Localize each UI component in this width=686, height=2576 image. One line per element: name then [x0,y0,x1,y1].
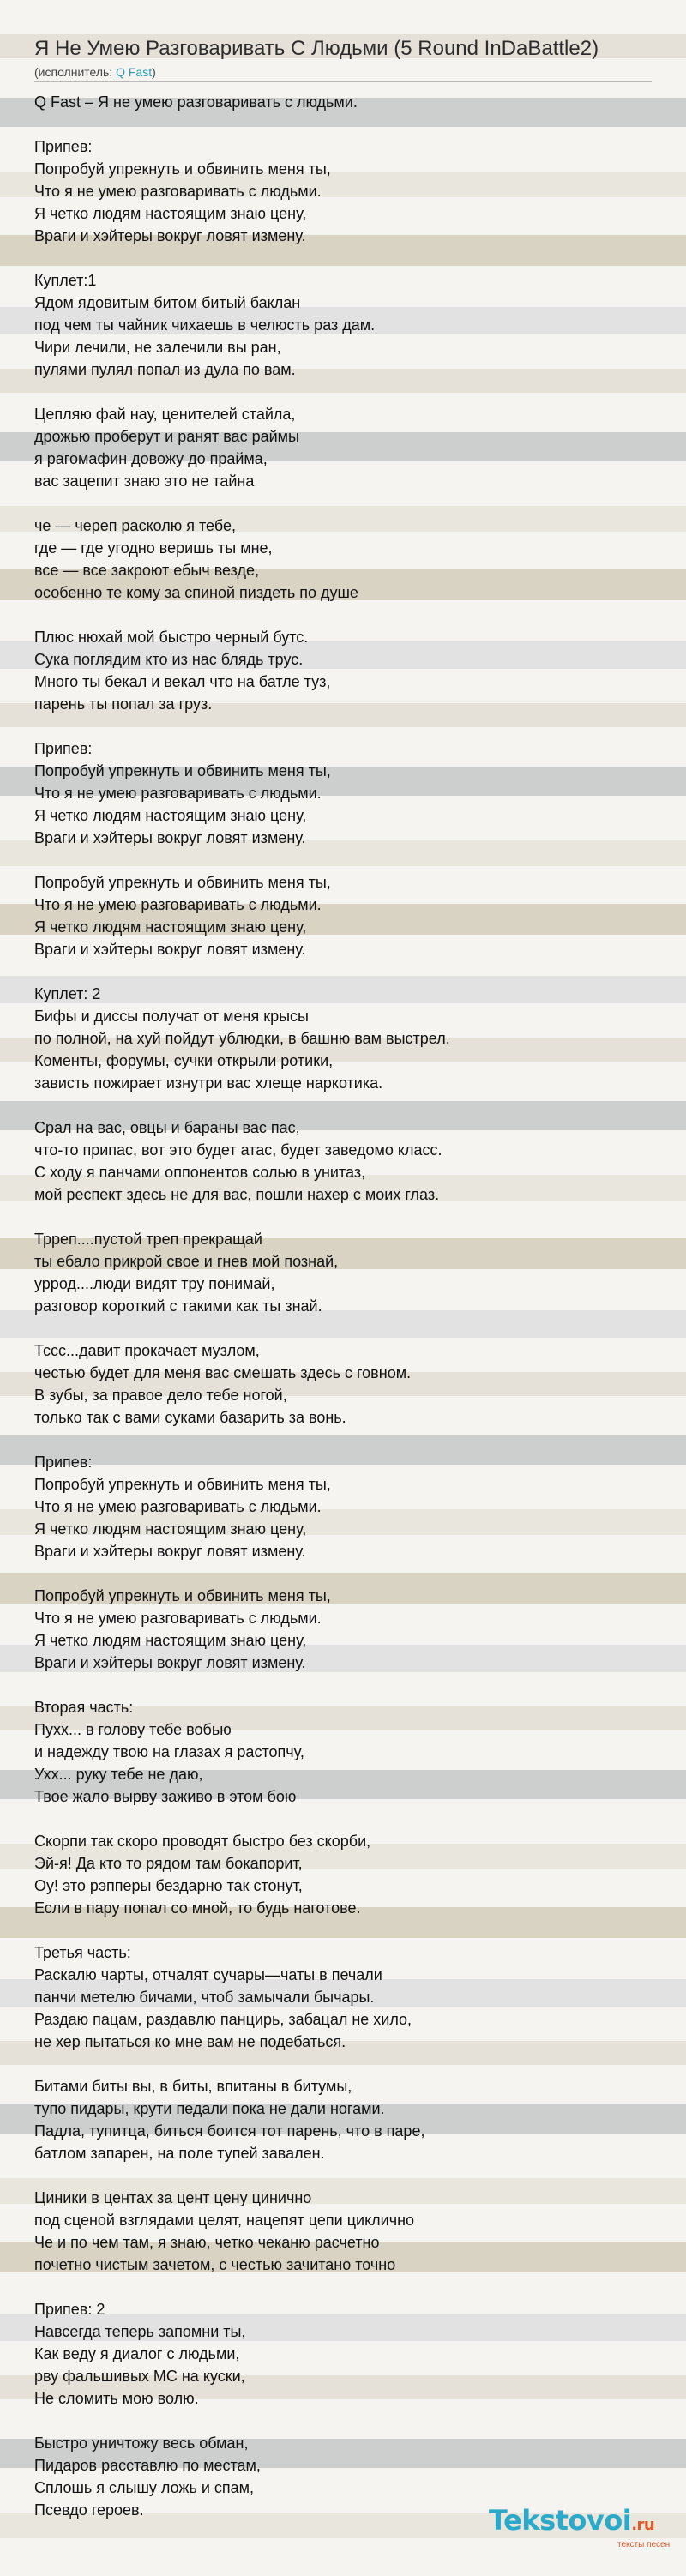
blank-line [34,113,669,135]
lyric-line: пулями пулял попал из дула по вам. [34,361,296,378]
performer-prefix: (исполнитель: [34,65,113,79]
lyric-line: что-то припас, вот это будет атас, будет заведомо класс. [34,1141,442,1159]
lyric-line: особенно те кому за спиной пиздеть по душе [34,584,358,601]
lyric-line: не хер пытаться ко мне вам не подебаться. [34,2033,346,2050]
lyric-line: Припев: [34,740,93,757]
lyric-line: Куплет:1 [34,272,97,289]
lyric-line: батлом запарен, на поле тупей завален. [34,2145,325,2162]
lyric-line: Q Fast – Я не умею разговаривать с людьми. [34,93,358,111]
lyric-line: Я четко людям настоящим знаю цену, [34,205,307,222]
blank-line [34,1562,669,1585]
lyric-line: Чири лечили, не залечили вы ран, [34,339,281,356]
blank-line [34,849,669,871]
lyric-line: Враги и хэйтеры вокруг ловят измену. [34,227,306,244]
lyric-line: я рагомафин довожу до прайма, [34,450,268,467]
blank-line [34,1317,669,1339]
blank-line [34,492,669,515]
lyric-line: Я четко людям настоящим знаю цену, [34,807,307,824]
lyric-line: Плюс нюхай мой быстро черный бутс. [34,629,309,646]
lyric-line: Что я не умею разговаривать с людьми. [34,785,322,802]
blank-line [34,1206,669,1228]
blank-line [34,1674,669,1696]
performer-suffix: ) [152,65,156,79]
blank-line [34,715,669,737]
performer-link[interactable]: Q Fast [116,65,153,79]
lyric-line: панчи метелю бичами, чтоб замычали бычары. [34,1989,375,2006]
lyric-line: Вторая часть: [34,1699,134,1716]
lyric-line: Попробуй упрекнуть и обвинить меня ты, [34,1476,331,1493]
lyric-line: дрожью проберут и ранят вас раймы [34,428,299,445]
lyric-line: честью будет для меня вас смешать здесь с говном. [34,1364,412,1381]
lyric-line: че — череп расколю я тебе, [34,517,236,534]
lyric-line: Не сломить мою волю. [34,2390,199,2407]
lyric-line: Припев: [34,138,93,155]
lyric-line: Попробуй упрекнуть и обвинить меня ты, [34,1587,331,1604]
blank-line [34,2276,669,2298]
lyric-line: Твое жало вырву заживо в этом бою [34,1788,297,1805]
performer-line [34,65,156,79]
logo-tagline: тексты песен [617,2540,671,2549]
lyric-line: Враги и хэйтеры вокруг ловят измену. [34,941,306,958]
blank-line [34,2164,669,2187]
blank-line [34,960,669,983]
blank-line [34,2410,669,2432]
lyric-line: Попробуй упрекнуть и обвинить меня ты, [34,874,331,891]
lyric-line: Попробуй упрекнуть и обвинить меня ты, [34,762,331,779]
lyric-line: все — все закроют ебыч везде, [34,562,260,579]
lyric-line: Что я не умею разговаривать с людьми. [34,183,322,200]
lyric-line: Третья часть: [34,1944,131,1961]
blank-line [34,604,669,626]
lyric-line: Ухх... руку тебе не даю, [34,1766,203,1783]
lyric-line: Что я не умею разговаривать с людьми. [34,896,322,913]
lyric-line: С ходу я панчами оппонентов солью в унитаз, [34,1164,366,1181]
lyric-line: Пидаров расставлю по местам, [34,2457,261,2474]
lyric-line: Циники в центах за цент цену цинично [34,2189,312,2206]
blank-line [34,1808,669,1830]
lyric-line: рву фальшивых МС на куски, [34,2368,245,2385]
lyric-line: Раздаю пацам, раздавлю панцирь, забацал не хило, [34,2011,412,2028]
site-logo[interactable] [489,2504,654,2537]
lyric-line: Быстро уничтожу весь обман, [34,2435,249,2452]
lyric-line: Попробуй упрекнуть и обвинить меня ты, [34,160,331,178]
lyric-line: Тссс...давит прокачает музлом, [34,1342,260,1359]
lyric-line: вас зацепит знаю это не тайна [34,472,255,490]
lyric-line: Че и по чем там, я знаю, четко чеканю расчетно [34,2234,380,2251]
lyric-line: Раскалю чарты, отчалят сучары—чаты в печали [34,1966,382,1983]
lyric-line: почетно чистым зачетом, с честью зачитано точно [34,2256,396,2273]
lyric-line: Куплет: 2 [34,985,101,1002]
lyric-line: и надежду твою на глазах я растопчу, [34,1743,304,1760]
lyric-line: по полной, на хуй пойдут ублюдки, в башню вам выстрел. [34,1030,450,1047]
lyric-line: Враги и хэйтеры вокруг ловят измену. [34,829,306,846]
lyric-line: где — где угодно веришь ты мне, [34,539,273,557]
lyric-line: Оу! это рэпперы бездарно так стонут, [34,1877,303,1894]
blank-line [34,1094,669,1116]
blank-line [34,1919,669,1941]
lyric-line: Враги и хэйтеры вокруг ловят измену. [34,1543,306,1560]
lyric-line: Падла, тупитца, биться боится тот парень, что в паре, [34,2122,425,2140]
lyric-line: под сценой взглядами целят, нацепят цепи циклично [34,2212,415,2229]
lyric-line: Что я не умею разговаривать с людьми. [34,1498,322,1515]
lyric-line: Враги и хэйтеры вокруг ловят измену. [34,1654,306,1671]
lyric-line: парень ты попал за груз. [34,695,213,713]
lyric-line: зависть пожирает изнутри вас хлеще наркотика. [34,1074,383,1092]
lyric-line: Пухх... в голову тебе вобью [34,1721,232,1738]
lyric-line: Если в пару попал со мной, то будь наготове. [34,1899,361,1917]
lyric-line: Навсегда теперь запомни ты, [34,2323,246,2340]
lyric-line: Сука поглядим кто из нас блядь трус. [34,651,304,668]
lyric-line: уррод....люди видят тру понимай, [34,1275,275,1292]
lyric-line: разговор короткий с такими как ты знай. [34,1297,322,1315]
lyric-line: под чем ты чайник чихаешь в челюсть раз дам. [34,316,376,334]
lyrics-text [34,91,669,2521]
lyric-line: Сплошь я слышу ложь и спам, [34,2479,255,2496]
lyric-line: В зубы, за правое дело тебе ногой, [34,1387,287,1404]
lyric-line: Коменты, форумы, сучки открыли ротики, [34,1052,334,1069]
lyric-line: Много ты бекал и векал что на батле туз, [34,673,331,690]
lyric-line: Что я не умею разговаривать с людьми. [34,1610,322,1627]
lyric-line: Битами биты вы, в биты, впитаны в битумы, [34,2078,352,2095]
logo-domain: .ru [631,2516,655,2534]
lyric-line: Припев: 2 [34,2301,105,2318]
lyric-line: Как веду я диалог с людьми, [34,2345,240,2362]
blank-line [34,1429,669,1451]
blank-line [34,381,669,403]
lyric-line: тупо пидары, крути педали пока не дали ногами. [34,2100,385,2117]
lyric-line: Бифы и диссы получат от меня крысы [34,1008,309,1025]
lyric-line: Я четко людям настоящим знаю цену, [34,1520,307,1538]
lyric-line: Псевдо героев. [34,2501,144,2519]
lyric-line: Цепляю фай нау, ценителей стайла, [34,406,296,423]
lyric-line: Ядом ядовитым битом битый баклан [34,294,301,311]
lyric-line: Тррeп....пустой треп прекращай [34,1231,262,1248]
blank-line [34,247,669,269]
lyric-line: ты ебало прикрой свое и гнев мой познай, [34,1253,339,1270]
lyric-line: Срал на вас, овцы и бараны вас пас, [34,1119,300,1136]
logo-text: Tekstovoi [489,2504,632,2537]
lyric-line: только так с вами суками базарить за вонь. [34,1409,346,1426]
blank-line [34,2053,669,2075]
song-title: Я Не Умею Разговаривать С Людьми (5 Round InDaBattle2) [34,37,599,60]
lyric-line: Я четко людям настоящим знаю цену, [34,918,307,936]
lyric-line: Эй-я! Да кто то рядом там бокапорит, [34,1855,303,1872]
lyric-line: Припев: [34,1454,93,1471]
lyric-line: мой респект здесь не для вас, пошли нахер с моих глаз. [34,1186,440,1203]
title-divider [34,81,652,82]
lyric-line: Скорпи так скоро проводят быстро без скорби, [34,1833,371,1850]
lyric-line: Я четко людям настоящим знаю цену, [34,1632,307,1649]
